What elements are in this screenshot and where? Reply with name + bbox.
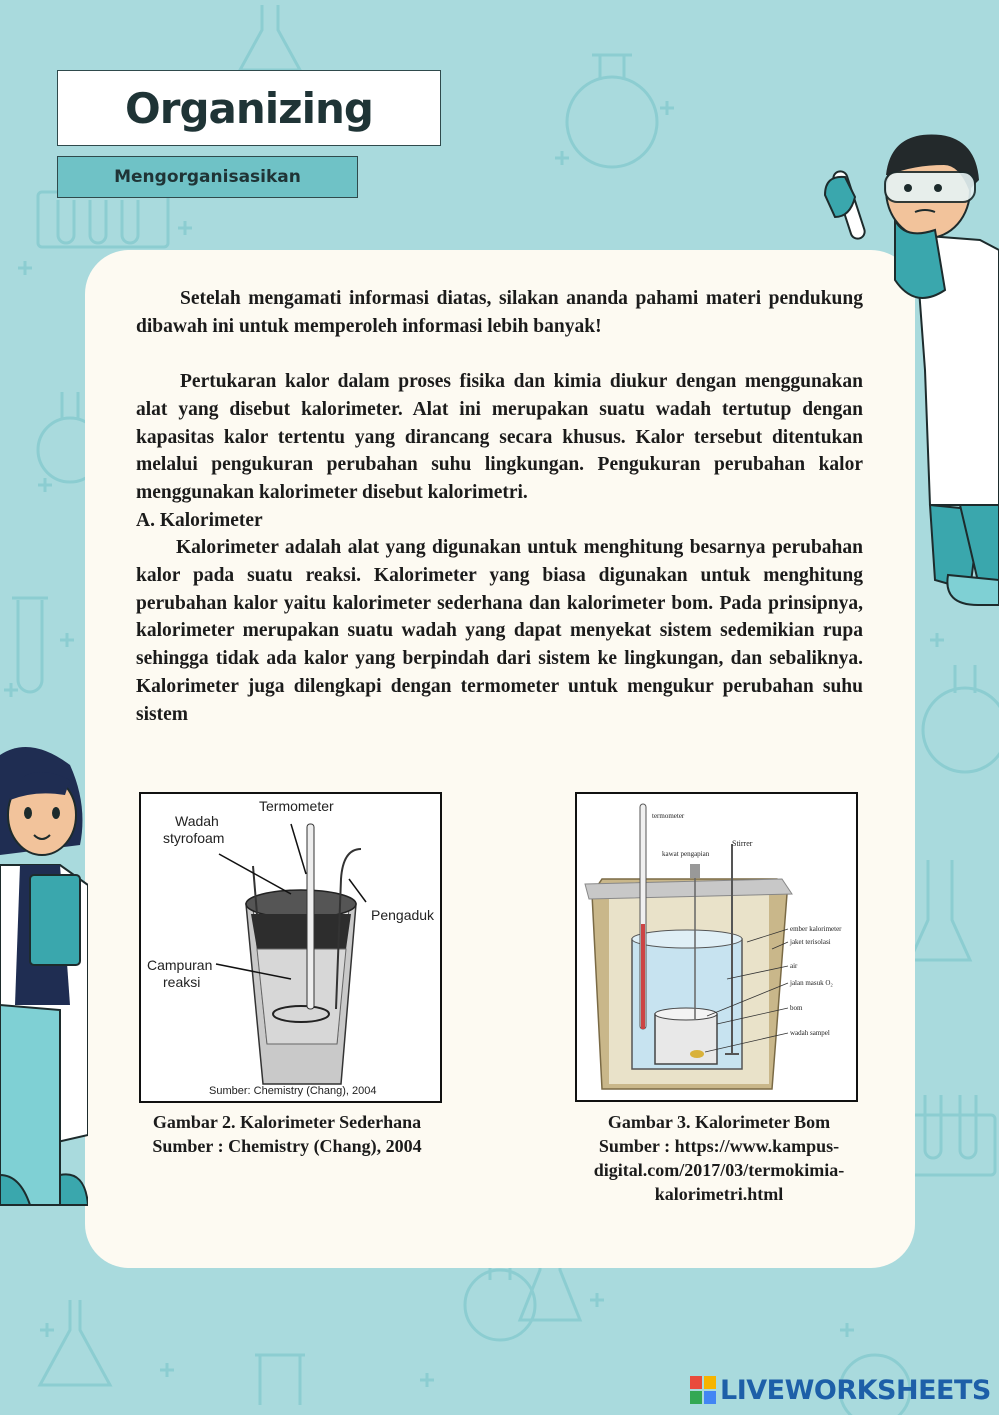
caption-figure-3 (560, 1110, 878, 1206)
caption-figure-2-source: Sumber : Chemistry (Chang), 2004 (152, 1136, 422, 1156)
page-subtitle: Mengorganisasikan (114, 167, 301, 187)
label-pengaduk: Pengaduk (371, 907, 435, 923)
liveworksheets-logo (690, 1374, 991, 1406)
label-source: Sumber: Chemistry (Chang), 2004 (209, 1085, 377, 1097)
label-campuran: Campuran (147, 957, 213, 973)
label-wadah: Wadah (175, 813, 219, 829)
page-title: Organizing (125, 83, 373, 133)
calorimeter-bomb-diagram (577, 794, 856, 1100)
caption-figure-3-title: Gambar 3. Kalorimeter Bom (607, 1112, 831, 1132)
title-box (57, 70, 441, 146)
label-b-kawat: kawat pengapian (662, 850, 710, 858)
liveworksheets-logo-icon (690, 1376, 716, 1404)
label-b-jaket: jaket terisolasi (790, 938, 831, 946)
figure-calorimeter-simple (139, 792, 442, 1103)
label-b-termometer: termometer (652, 812, 685, 820)
label-b-air: air (790, 962, 798, 970)
label-b-ember: ember kalorimeter (790, 925, 842, 933)
paragraph-kalor: Pertukaran kalor dalam proses fisika dan kimia diukur dengan menggunakan alat yang disebut kalorimeter. Alat ini merupakan suatu wadah tertutup dengan kapasitas kalor tertentu yang dirancang secara khusus. Kalor tersebut ditentukan melalui pengukuran perubahan suhu lingkungan. Pengukuran perubahan kalor menggunakan kalorimeter disebut kalorimetri. (136, 371, 863, 503)
label-styrofoam: styrofoam (163, 830, 225, 846)
caption-figure-2-title: Gambar 2. Kalorimeter Sederhana (152, 1112, 422, 1132)
label-b-wadah: wadah sampel (790, 1029, 830, 1037)
section-heading: A. Kalorimeter (136, 509, 263, 531)
label-b-bom: bom (790, 1004, 803, 1012)
label-b-jalan: jalan masuk O₂ (790, 979, 833, 987)
paragraph-kalorimeter: Kalorimeter adalah alat yang digunakan untuk menghitung besarnya perubahan kalor pada suatu reaksi. Kalorimeter yang biasa digunakan untuk menghitung perubahan kalor yaitu kalorimeter sederhana dan kalorimeter bom. Pada prinsipnya, kalorimeter merupakan suatu wadah yang dapat menyekat sistem sedemikian rupa sehingga tidak ada kalor yang berpindah dari sistem ke lingkungan, dan sebaliknya. Kalorimeter juga dilengkapi dengan termometer untuk mengukur perubahan suhu sistem (136, 537, 863, 725)
caption-figure-3-source-2: digital.com/2017/03/termokimia- (593, 1160, 845, 1180)
label-reaksi: reaksi (163, 974, 201, 990)
caption-figure-2 (120, 1110, 454, 1158)
calorimeter-simple-diagram (141, 794, 440, 1101)
main-text (136, 285, 863, 728)
figure-calorimeter-bomb (575, 792, 858, 1102)
liveworksheets-brand-name: LIVEWORKSHEETS (720, 1374, 991, 1406)
subtitle-box (57, 156, 358, 198)
scientist-woman-illustration (0, 745, 88, 1215)
caption-figure-3-source-1: Sumber : https://www.kampus- (598, 1136, 840, 1156)
label-b-stirrer: Stirrer (732, 839, 753, 848)
caption-figure-3-source-3: kalorimetri.html (654, 1184, 784, 1204)
intro-paragraph: Setelah mengamati informasi diatas, silakan ananda pahami materi pendukung dibawah ini untuk memperoleh informasi lebih banyak! (136, 288, 863, 337)
label-termometer: Termometer (259, 798, 334, 814)
